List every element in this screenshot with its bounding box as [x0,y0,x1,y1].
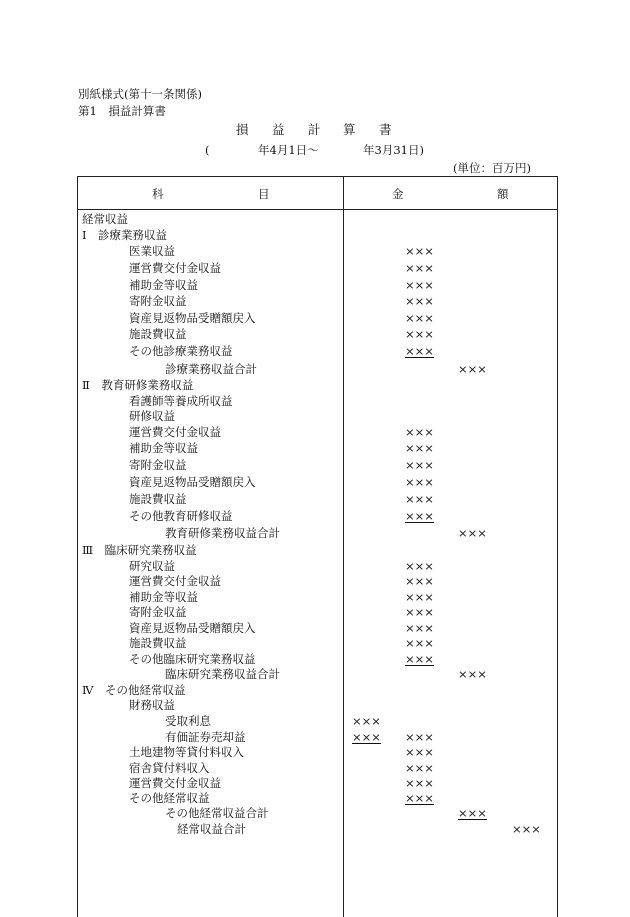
row-label: その他臨床研究業務収益 [129,652,256,666]
header-divider [77,209,558,210]
row-label: 研修収益 [129,409,175,423]
row-label: 資産見返物品受贈額戻入 [129,311,256,325]
row-label: 有価証券売却益 [165,730,246,744]
col-amount-b: 額 [497,187,509,201]
row-label: その他教育研修収益 [129,509,233,523]
col-amount-a: 金 [392,187,404,201]
row-label: 土地建物等貸付料収入 [129,745,244,759]
row-label: 診療業務収益合計 [165,362,257,376]
row-label: Ⅰ 診療業務収益 [82,228,168,242]
amount-c2: ××× [405,761,434,775]
row-label: 財務収益 [129,698,175,712]
amount-c2: ××× [405,492,434,506]
row-label: Ⅲ 臨床研究業務収益 [82,543,197,557]
row-label: 資産見返物品受贈額戻入 [129,621,256,635]
row-label: 寄附金収益 [129,605,187,619]
col-subject-a: 科 [152,187,164,201]
amount-c3: ××× [458,362,487,376]
amount-c2: ××× [405,730,434,744]
amount-c2: ××× [405,344,434,358]
row-label: 寄附金収益 [129,458,187,472]
amount-c2: ××× [405,261,434,275]
amount-c3: ××× [458,806,487,820]
row-label: 施設費収益 [129,636,187,650]
row-label: 経常収益合計 [177,822,246,836]
row-label: 研究収益 [129,559,175,573]
row-label: 運営費交付金収益 [129,425,221,439]
row-label: Ⅱ 教育研修業務収益 [82,378,194,392]
col-subject-b: 目 [258,187,270,201]
section-heading: 第1 損益計算書 [78,104,166,118]
amount-c2: ××× [405,441,434,455]
row-label: 補助金等収益 [129,441,198,455]
unit-label: (単位：百万円) [453,161,531,175]
row-label: 臨床研究業務収益合計 [165,667,280,681]
row-label: 看護師等養成所収益 [129,394,233,408]
amount-c2: ××× [405,475,434,489]
row-label: 施設費収益 [129,327,187,341]
amount-c2: ××× [405,244,434,258]
amount-c3: ××× [458,667,487,681]
row-label: 施設費収益 [129,492,187,506]
amount-c2: ××× [405,559,434,573]
amount-c2: ××× [405,294,434,308]
row-label: 運営費交付金収益 [129,776,221,790]
row-label: 経常収益 [82,212,128,226]
amount-c2: ××× [405,278,434,292]
amount-c2: ××× [405,311,434,325]
column-divider [343,177,344,917]
row-label: 宿舎貸付料収入 [129,761,210,775]
row-label: 補助金等収益 [129,278,198,292]
amount-c4: ××× [512,822,541,836]
row-label: 補助金等収益 [129,590,198,604]
amount-c1: ××× [352,714,381,728]
row-label: その他診療業務収益 [129,344,233,358]
amount-c1: ××× [352,730,381,744]
amount-c2: ××× [405,745,434,759]
row-label: 資産見返物品受贈額戻入 [129,475,256,489]
row-label: その他経常収益合計 [165,806,269,820]
row-label: 運営費交付金収益 [129,574,221,588]
amount-c2: ××× [405,791,434,805]
row-label: その他経常収益 [129,791,210,805]
row-label: 運営費交付金収益 [129,261,221,275]
amount-c2: ××× [405,425,434,439]
form-label: 別紙様式(第十一条関係) [78,87,202,101]
amount-c3: ××× [458,526,487,540]
row-label: 寄附金収益 [129,294,187,308]
amount-c2: ××× [405,636,434,650]
amount-c2: ××× [405,652,434,666]
row-label: 教育研修業務収益合計 [165,526,280,540]
amount-c2: ××× [405,574,434,588]
row-label: Ⅳ その他経常収益 [82,683,186,697]
amount-c2: ××× [405,605,434,619]
row-label: 受取利息 [165,714,211,728]
amount-c2: ××× [405,590,434,604]
amount-c2: ××× [405,327,434,341]
row-label: 医業収益 [129,244,175,258]
amount-c2: ××× [405,776,434,790]
amount-c2: ××× [405,621,434,635]
amount-c2: ××× [405,509,434,523]
amount-c2: ××× [405,458,434,472]
